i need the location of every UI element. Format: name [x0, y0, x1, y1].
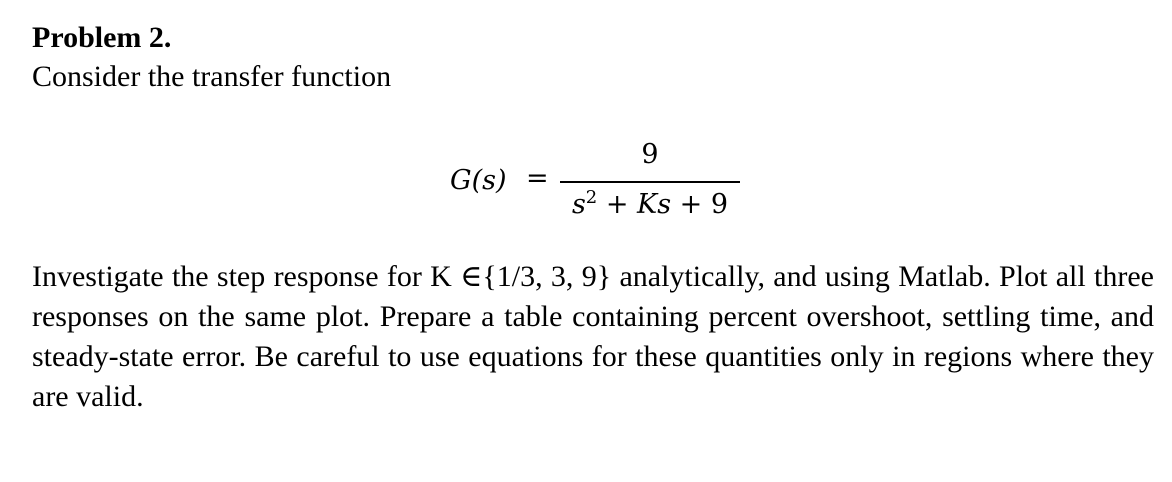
equation-denominator — [560, 187, 740, 220]
equation-lhs: G(s) — [450, 165, 507, 196]
problem-body-paragraph: Investigate the step response for K ∈{1/3, 3, 9} analytically, and using Matlab. Plot all three responses on the same plot. Prepare a table containing percent overshoot, settling time, and steady-state error. Be careful to use equations for these quantities only in regions where they are valid. — [32, 260, 1154, 413]
equation-numerator: 9 — [641, 139, 659, 170]
denominator-constant: 9 — [710, 189, 729, 220]
transfer-function-equation — [0, 0, 1172, 240]
denominator-Ks: Ks — [637, 189, 672, 220]
denominator-exponent: 2 — [585, 187, 598, 208]
equation-equals: = — [526, 163, 549, 194]
fraction-bar — [560, 181, 740, 183]
problem-title: Problem 2. — [32, 21, 172, 54]
denominator-plus-2: + — [671, 189, 711, 220]
denominator-plus-1: + — [597, 189, 638, 220]
denominator-s: s — [571, 189, 586, 220]
problem-intro: Consider the transfer function — [32, 60, 392, 93]
